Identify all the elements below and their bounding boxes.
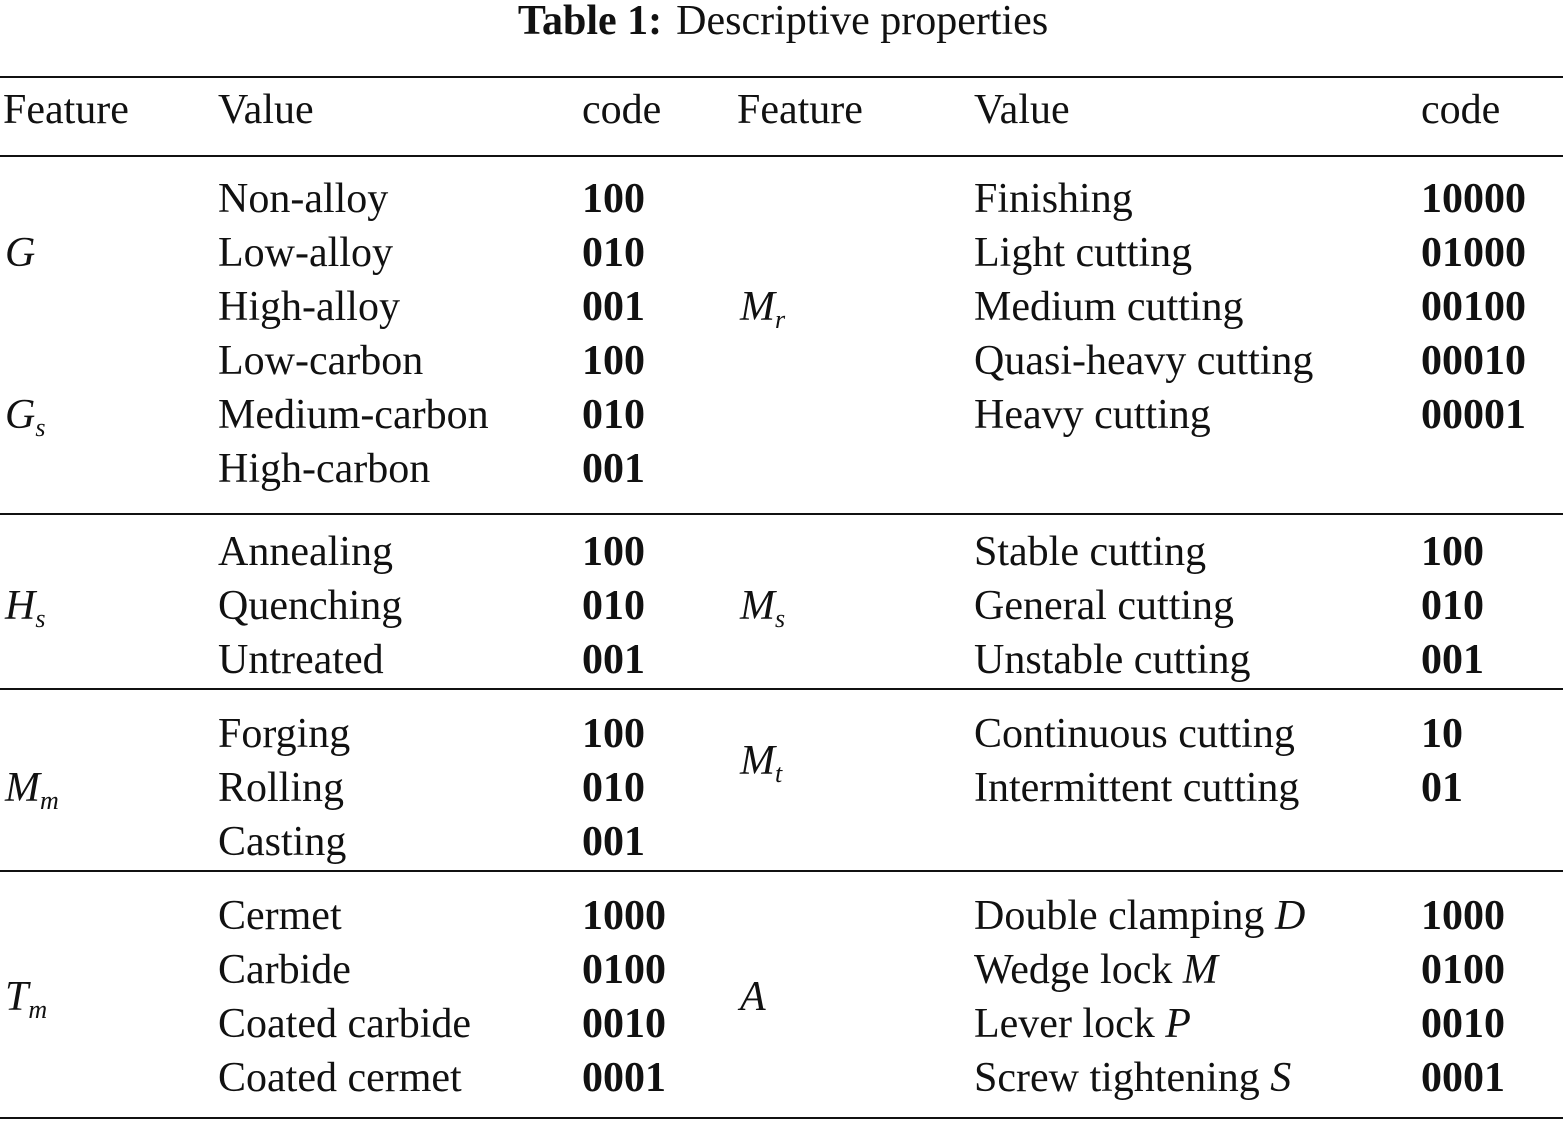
left-code-cell: 0001 bbox=[582, 1055, 666, 1101]
right-code-cell: 0001 bbox=[1421, 1055, 1505, 1101]
feature-symbol-letter: M bbox=[740, 738, 775, 784]
left-feature-symbol bbox=[5, 761, 59, 815]
header-value-right: Value bbox=[974, 87, 1070, 133]
left-value-cell bbox=[218, 525, 393, 579]
feature-symbol-letter: M bbox=[5, 765, 40, 811]
value-text: Intermittent cutting bbox=[974, 765, 1300, 811]
right-value-cell bbox=[974, 997, 1191, 1051]
left-code-cell: 001 bbox=[582, 446, 645, 492]
right-value-cell bbox=[974, 707, 1295, 761]
right-feature-symbol bbox=[740, 280, 785, 334]
value-symbol: P bbox=[1165, 1001, 1191, 1047]
left-code-cell: 010 bbox=[582, 230, 645, 276]
header-feature-right: Feature bbox=[737, 87, 863, 133]
left-value-cell bbox=[218, 226, 393, 280]
value-text: Coated carbide bbox=[218, 1001, 472, 1047]
right-feature-symbol bbox=[740, 734, 782, 788]
feature-symbol-letter: A bbox=[740, 974, 766, 1020]
left-value-cell bbox=[218, 815, 346, 869]
header-code-right: code bbox=[1421, 87, 1501, 133]
right-code-cell: 10 bbox=[1421, 711, 1463, 757]
right-code-cell: 100 bbox=[1421, 529, 1484, 575]
left-feature-symbol bbox=[5, 970, 47, 1024]
value-text: Heavy cutting bbox=[974, 392, 1211, 438]
left-value-cell bbox=[218, 761, 344, 815]
right-value-cell bbox=[974, 1051, 1291, 1105]
value-text: Screw tightening bbox=[974, 1055, 1260, 1101]
left-feature-symbol bbox=[5, 226, 35, 280]
feature-symbol-subscript: s bbox=[35, 413, 46, 442]
table-title: Descriptive properties bbox=[676, 0, 1049, 44]
value-text: Medium cutting bbox=[974, 284, 1244, 330]
value-text: Light cutting bbox=[974, 230, 1193, 276]
right-code-cell: 00001 bbox=[1421, 392, 1526, 438]
value-text: Unstable cutting bbox=[974, 637, 1251, 683]
right-value-cell bbox=[974, 943, 1218, 997]
right-code-cell: 010 bbox=[1421, 583, 1484, 629]
right-value-cell bbox=[974, 761, 1299, 815]
feature-symbol-letter: H bbox=[5, 583, 36, 629]
value-text: High-alloy bbox=[218, 284, 400, 330]
value-text: Rolling bbox=[218, 765, 345, 811]
left-code-cell: 1000 bbox=[582, 893, 666, 939]
left-code-cell: 100 bbox=[582, 338, 645, 384]
right-value-cell bbox=[974, 334, 1313, 388]
value-symbol: D bbox=[1274, 893, 1306, 939]
value-text: Stable cutting bbox=[974, 529, 1207, 575]
group-rule bbox=[0, 688, 1563, 690]
value-text: General cutting bbox=[974, 583, 1235, 629]
right-code-cell: 001 bbox=[1421, 637, 1484, 683]
right-code-cell: 0100 bbox=[1421, 947, 1505, 993]
value-text: Annealing bbox=[218, 529, 393, 575]
bottom-rule bbox=[0, 1117, 1563, 1119]
left-value-cell bbox=[218, 442, 430, 496]
value-text: Forging bbox=[218, 711, 351, 757]
value-text: Low-carbon bbox=[218, 338, 424, 384]
header-feature-left: Feature bbox=[3, 87, 129, 133]
table-label: Table 1: bbox=[517, 0, 663, 44]
left-code-cell: 001 bbox=[582, 284, 645, 330]
left-feature-symbol bbox=[5, 579, 45, 633]
value-text: Finishing bbox=[974, 176, 1133, 222]
left-value-cell bbox=[218, 707, 350, 761]
right-code-cell: 10000 bbox=[1421, 176, 1526, 222]
feature-symbol-subscript: s bbox=[775, 604, 786, 633]
left-code-cell: 010 bbox=[582, 583, 645, 629]
value-text: Continuous cutting bbox=[974, 711, 1295, 757]
right-code-cell: 01000 bbox=[1421, 230, 1526, 276]
right-feature-symbol bbox=[740, 579, 785, 633]
feature-symbol-subscript: m bbox=[40, 786, 59, 815]
value-text: Cermet bbox=[218, 893, 342, 939]
feature-symbol-subscript: t bbox=[775, 759, 783, 788]
left-value-cell bbox=[218, 889, 342, 943]
value-text: Carbide bbox=[218, 947, 351, 993]
left-value-cell bbox=[218, 633, 384, 687]
left-value-cell bbox=[218, 280, 400, 334]
value-text: Coated cermet bbox=[218, 1055, 462, 1101]
right-value-cell bbox=[974, 280, 1243, 334]
value-text: Wedge lock bbox=[974, 947, 1173, 993]
right-value-cell bbox=[974, 633, 1250, 687]
header-code-left: code bbox=[582, 87, 662, 133]
value-text: Non-alloy bbox=[218, 176, 389, 222]
right-value-cell bbox=[974, 172, 1133, 226]
left-value-cell bbox=[218, 1051, 462, 1105]
value-text: Casting bbox=[218, 819, 347, 865]
value-symbol: S bbox=[1270, 1055, 1292, 1101]
right-feature-symbol bbox=[740, 970, 766, 1024]
feature-symbol-letter: G bbox=[5, 392, 36, 438]
right-code-cell: 00100 bbox=[1421, 284, 1526, 330]
right-value-cell bbox=[974, 226, 1192, 280]
feature-symbol-letter: G bbox=[5, 230, 36, 276]
left-value-cell bbox=[218, 579, 402, 633]
value-text: Medium-carbon bbox=[218, 392, 489, 438]
left-code-cell: 010 bbox=[582, 765, 645, 811]
value-text: Quasi-heavy cutting bbox=[974, 338, 1314, 384]
right-value-cell bbox=[974, 579, 1234, 633]
left-value-cell bbox=[218, 172, 388, 226]
value-text: Lever lock bbox=[974, 1001, 1155, 1047]
left-value-cell bbox=[218, 388, 489, 442]
feature-symbol-subscript: m bbox=[28, 995, 48, 1024]
feature-symbol-subscript: s bbox=[35, 604, 46, 633]
value-text: Low-alloy bbox=[218, 230, 393, 276]
top-rule bbox=[0, 76, 1563, 78]
value-text: Double clamping bbox=[974, 893, 1265, 939]
right-code-cell: 0010 bbox=[1421, 1001, 1505, 1047]
left-value-cell bbox=[218, 334, 423, 388]
header-value-left: Value bbox=[218, 87, 314, 133]
value-text: Untreated bbox=[218, 637, 384, 683]
right-value-cell bbox=[974, 889, 1305, 943]
table-caption bbox=[0, 0, 1566, 46]
left-code-cell: 001 bbox=[582, 637, 645, 683]
right-code-cell: 1000 bbox=[1421, 893, 1505, 939]
feature-symbol-subscript: r bbox=[775, 305, 786, 334]
left-code-cell: 010 bbox=[582, 392, 645, 438]
feature-symbol-letter: M bbox=[740, 583, 775, 629]
left-code-cell: 0100 bbox=[582, 947, 666, 993]
left-code-cell: 0010 bbox=[582, 1001, 666, 1047]
group-rule bbox=[0, 870, 1563, 872]
right-code-cell: 00010 bbox=[1421, 338, 1526, 384]
left-code-cell: 100 bbox=[582, 176, 645, 222]
left-value-cell bbox=[218, 943, 351, 997]
value-text: Quenching bbox=[218, 583, 403, 629]
left-code-cell: 100 bbox=[582, 529, 645, 575]
left-code-cell: 001 bbox=[582, 819, 645, 865]
right-value-cell bbox=[974, 388, 1211, 442]
left-feature-symbol bbox=[5, 388, 45, 442]
value-symbol: M bbox=[1182, 947, 1218, 993]
right-code-cell: 01 bbox=[1421, 765, 1463, 811]
feature-symbol-letter: T bbox=[5, 974, 29, 1020]
header-rule bbox=[0, 155, 1563, 157]
value-text: High-carbon bbox=[218, 446, 431, 492]
left-value-cell bbox=[218, 997, 471, 1051]
group-rule bbox=[0, 513, 1563, 515]
left-code-cell: 100 bbox=[582, 711, 645, 757]
feature-symbol-letter: M bbox=[740, 284, 775, 330]
right-value-cell bbox=[974, 525, 1206, 579]
